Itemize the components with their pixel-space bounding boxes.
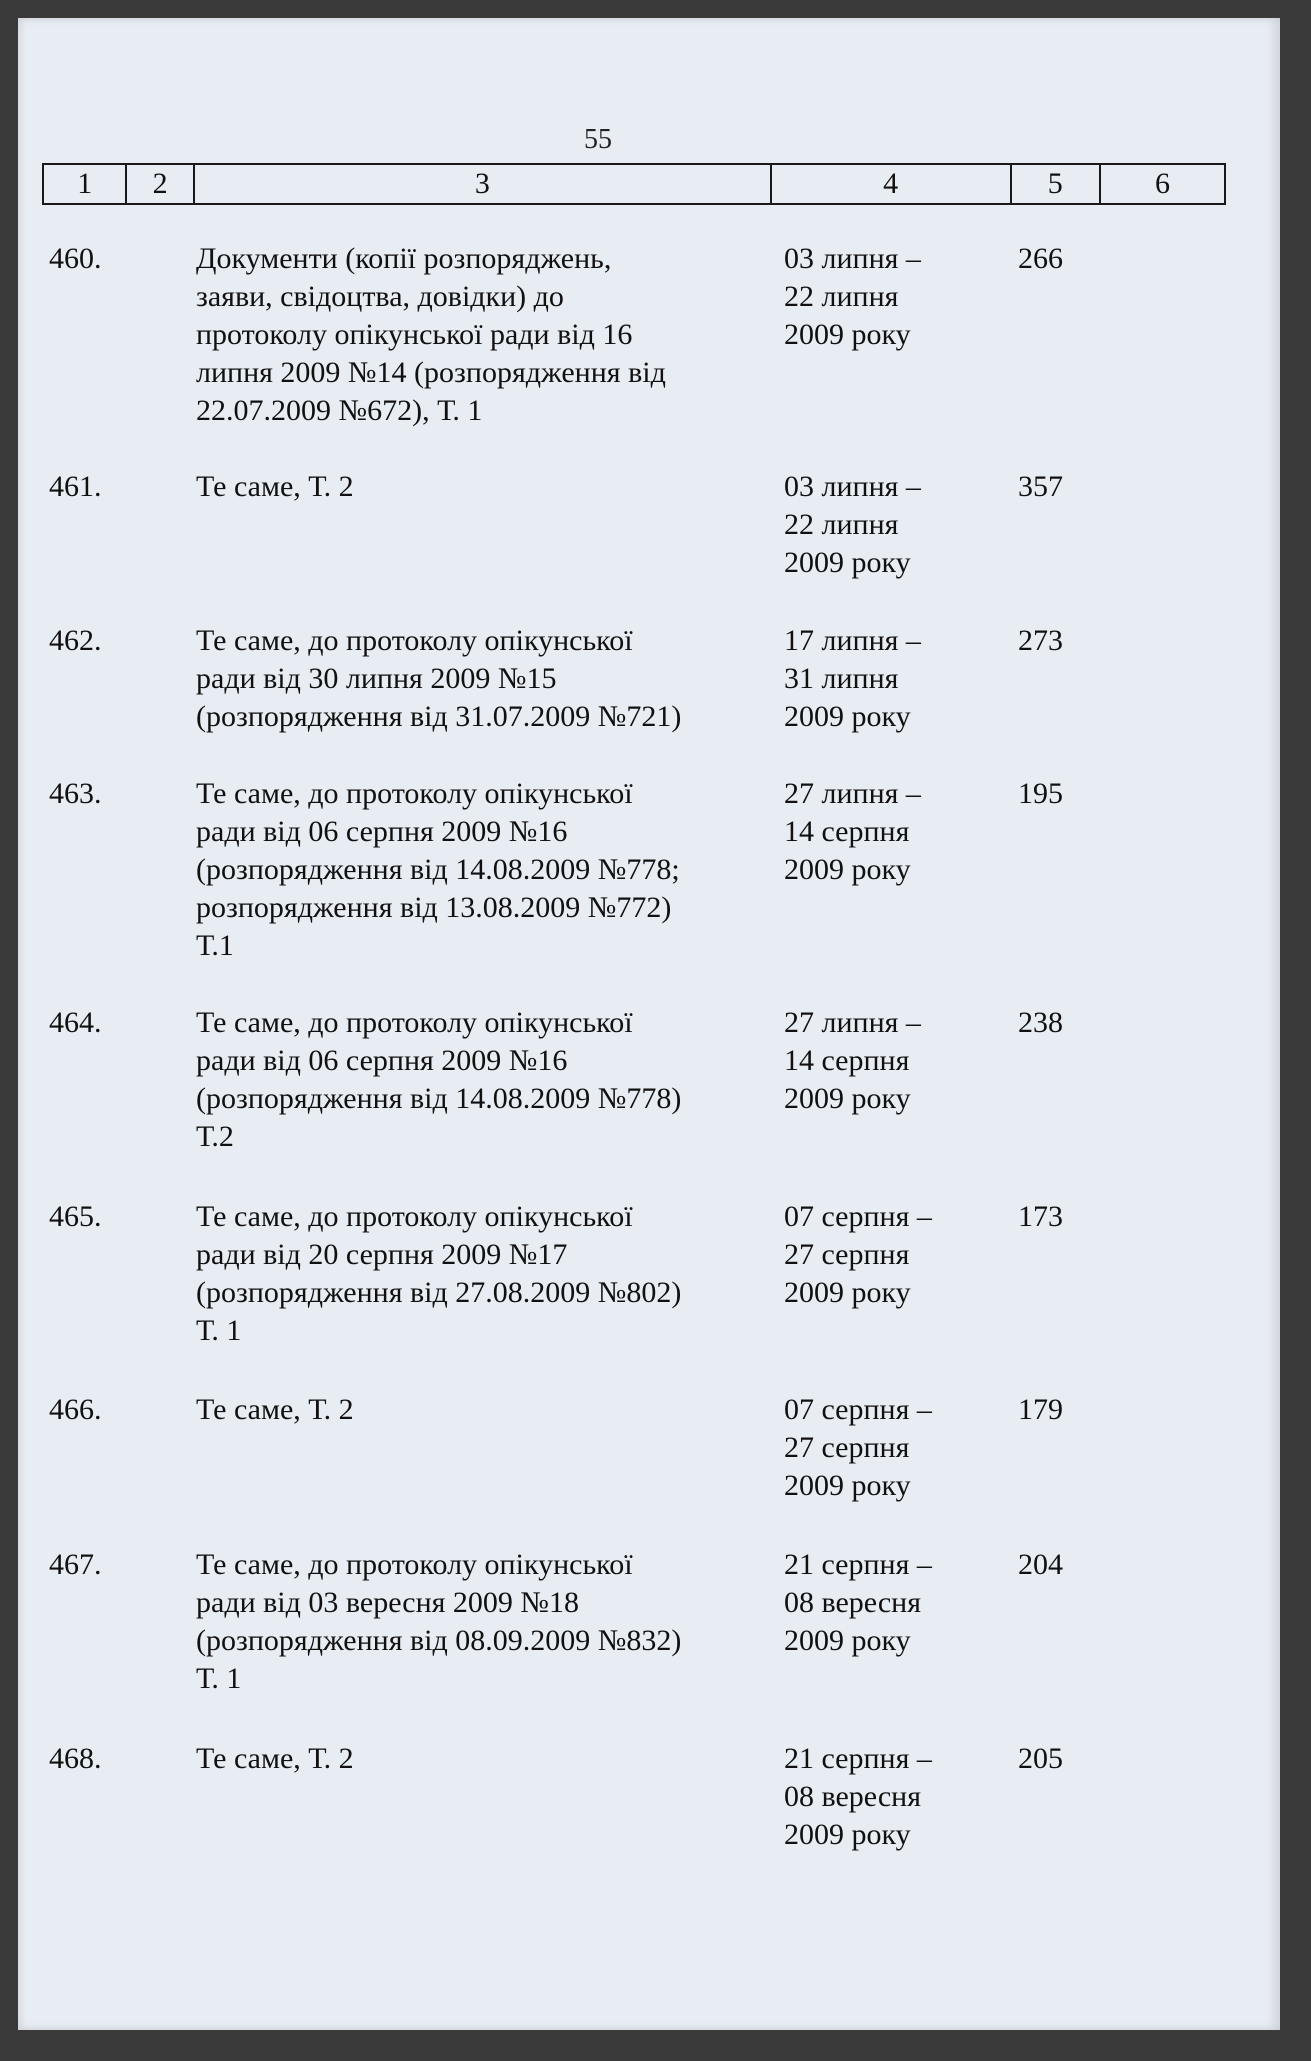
entry-sheet-count: 173 bbox=[1018, 1200, 1063, 1233]
description-line: (розпорядження від 31.07.2009 №721) bbox=[196, 700, 682, 733]
date-line: 08 вересня bbox=[784, 1586, 922, 1619]
description-line: Те саме, до протоколу опікунської bbox=[196, 777, 633, 810]
description-line: ради від 06 серпня 2009 №16 bbox=[196, 815, 568, 848]
description-line: Те саме, Т. 2 bbox=[196, 1393, 354, 1426]
description-line: (розпорядження від 14.08.2009 №778; bbox=[196, 853, 680, 886]
entry-number: 464. bbox=[49, 1006, 102, 1039]
date-line: 2009 року bbox=[784, 1082, 911, 1115]
date-line: 27 липня – bbox=[784, 1006, 921, 1039]
column-header-3: 3 bbox=[194, 164, 771, 204]
date-line: 08 вересня bbox=[784, 1780, 922, 1813]
entry-description bbox=[196, 240, 756, 430]
description-line: (розпорядження від 08.09.2009 №832) bbox=[196, 1624, 682, 1657]
entry-number: 460. bbox=[49, 242, 102, 275]
entry-number: 462. bbox=[49, 624, 102, 657]
entry-description bbox=[196, 1004, 756, 1156]
description-line: Т.1 bbox=[196, 929, 234, 962]
entry-number: 466. bbox=[49, 1393, 102, 1426]
entry-date-range bbox=[784, 468, 984, 582]
description-line: заяви, свідоцтва, довідки) до bbox=[196, 280, 564, 313]
entry-number: 467. bbox=[49, 1548, 102, 1581]
entry-sheet-count: 179 bbox=[1018, 1393, 1063, 1426]
date-line: 27 липня – bbox=[784, 777, 921, 810]
description-line: ради від 06 серпня 2009 №16 bbox=[196, 1044, 568, 1077]
entry-sheet-count: 357 bbox=[1018, 470, 1063, 503]
description-line: протоколу опікунської ради від 16 bbox=[196, 318, 633, 351]
date-line: 03 липня – bbox=[784, 470, 921, 503]
description-line: ради від 30 липня 2009 №15 bbox=[196, 662, 557, 695]
column-header-5: 5 bbox=[1011, 164, 1100, 204]
date-line: 22 липня bbox=[784, 280, 899, 313]
page-number: 55 bbox=[584, 124, 612, 155]
description-line: (розпорядження від 27.08.2009 №802) bbox=[196, 1276, 682, 1309]
description-line: Т. 1 bbox=[196, 1662, 242, 1695]
entry-sheet-count: 238 bbox=[1018, 1006, 1063, 1039]
entry-number: 461. bbox=[49, 470, 102, 503]
date-line: 21 серпня – bbox=[784, 1742, 932, 1775]
description-line: 22.07.2009 №672), Т. 1 bbox=[196, 394, 483, 427]
date-line: 22 липня bbox=[784, 508, 899, 541]
entry-date-range bbox=[784, 775, 984, 889]
description-line: Документи (копії розпоряджень, bbox=[196, 242, 612, 275]
description-line: Т. 1 bbox=[196, 1314, 242, 1347]
entry-sheet-count: 273 bbox=[1018, 624, 1063, 657]
column-header-2: 2 bbox=[126, 164, 194, 204]
entry-description bbox=[196, 1391, 756, 1429]
description-line: ради від 20 серпня 2009 №17 bbox=[196, 1238, 568, 1271]
entry-date-range bbox=[784, 1004, 984, 1118]
date-line: 21 серпня – bbox=[784, 1548, 932, 1581]
date-line: 2009 року bbox=[784, 546, 911, 579]
description-line: Те саме, до протоколу опікунської bbox=[196, 1006, 633, 1039]
date-line: 27 серпня bbox=[784, 1431, 910, 1464]
column-header-table bbox=[42, 163, 1226, 205]
description-line: Те саме, до протоколу опікунської bbox=[196, 1200, 633, 1233]
entry-sheet-count: 266 bbox=[1018, 242, 1063, 275]
date-line: 2009 року bbox=[784, 1469, 911, 1502]
entry-sheet-count: 205 bbox=[1018, 1742, 1063, 1775]
date-line: 07 серпня – bbox=[784, 1200, 932, 1233]
date-line: 27 серпня bbox=[784, 1238, 910, 1271]
entry-description bbox=[196, 622, 756, 736]
date-line: 2009 року bbox=[784, 853, 911, 886]
entry-sheet-count: 195 bbox=[1018, 777, 1063, 810]
column-header-6: 6 bbox=[1100, 164, 1225, 204]
entry-number: 468. bbox=[49, 1742, 102, 1775]
entry-sheet-count: 204 bbox=[1018, 1548, 1063, 1581]
date-line: 17 липня – bbox=[784, 624, 921, 657]
date-line: 03 липня – bbox=[784, 242, 921, 275]
description-line: Те саме, до протоколу опікунської bbox=[196, 624, 633, 657]
date-line: 2009 року bbox=[784, 700, 911, 733]
date-line: 14 серпня bbox=[784, 1044, 910, 1077]
entry-description bbox=[196, 468, 756, 506]
entry-description bbox=[196, 1546, 756, 1698]
description-line: Т.2 bbox=[196, 1120, 234, 1153]
document-page bbox=[18, 18, 1280, 2030]
entry-date-range bbox=[784, 1198, 984, 1312]
date-line: 2009 року bbox=[784, 1276, 911, 1309]
date-line: 31 липня bbox=[784, 662, 899, 695]
date-line: 2009 року bbox=[784, 1818, 911, 1851]
entry-date-range bbox=[784, 240, 984, 354]
column-header-4: 4 bbox=[771, 164, 1011, 204]
column-header-1: 1 bbox=[43, 164, 126, 204]
entry-date-range bbox=[784, 1546, 984, 1660]
entry-date-range bbox=[784, 622, 984, 736]
date-line: 2009 року bbox=[784, 1624, 911, 1657]
description-line: липня 2009 №14 (розпорядження від bbox=[196, 356, 666, 389]
date-line: 2009 року bbox=[784, 318, 911, 351]
description-line: Те саме, Т. 2 bbox=[196, 470, 354, 503]
entry-description bbox=[196, 1740, 756, 1778]
description-line: Те саме, Т. 2 bbox=[196, 1742, 354, 1775]
entry-date-range bbox=[784, 1391, 984, 1505]
entry-description bbox=[196, 1198, 756, 1350]
entry-number: 463. bbox=[49, 777, 102, 810]
description-line: (розпорядження від 14.08.2009 №778) bbox=[196, 1082, 682, 1115]
description-line: Те саме, до протоколу опікунської bbox=[196, 1548, 633, 1581]
description-line: розпорядження від 13.08.2009 №772) bbox=[196, 891, 672, 924]
entry-description bbox=[196, 775, 756, 965]
description-line: ради від 03 вересня 2009 №18 bbox=[196, 1586, 580, 1619]
entry-date-range bbox=[784, 1740, 984, 1854]
entry-number: 465. bbox=[49, 1200, 102, 1233]
date-line: 07 серпня – bbox=[784, 1393, 932, 1426]
date-line: 14 серпня bbox=[784, 815, 910, 848]
